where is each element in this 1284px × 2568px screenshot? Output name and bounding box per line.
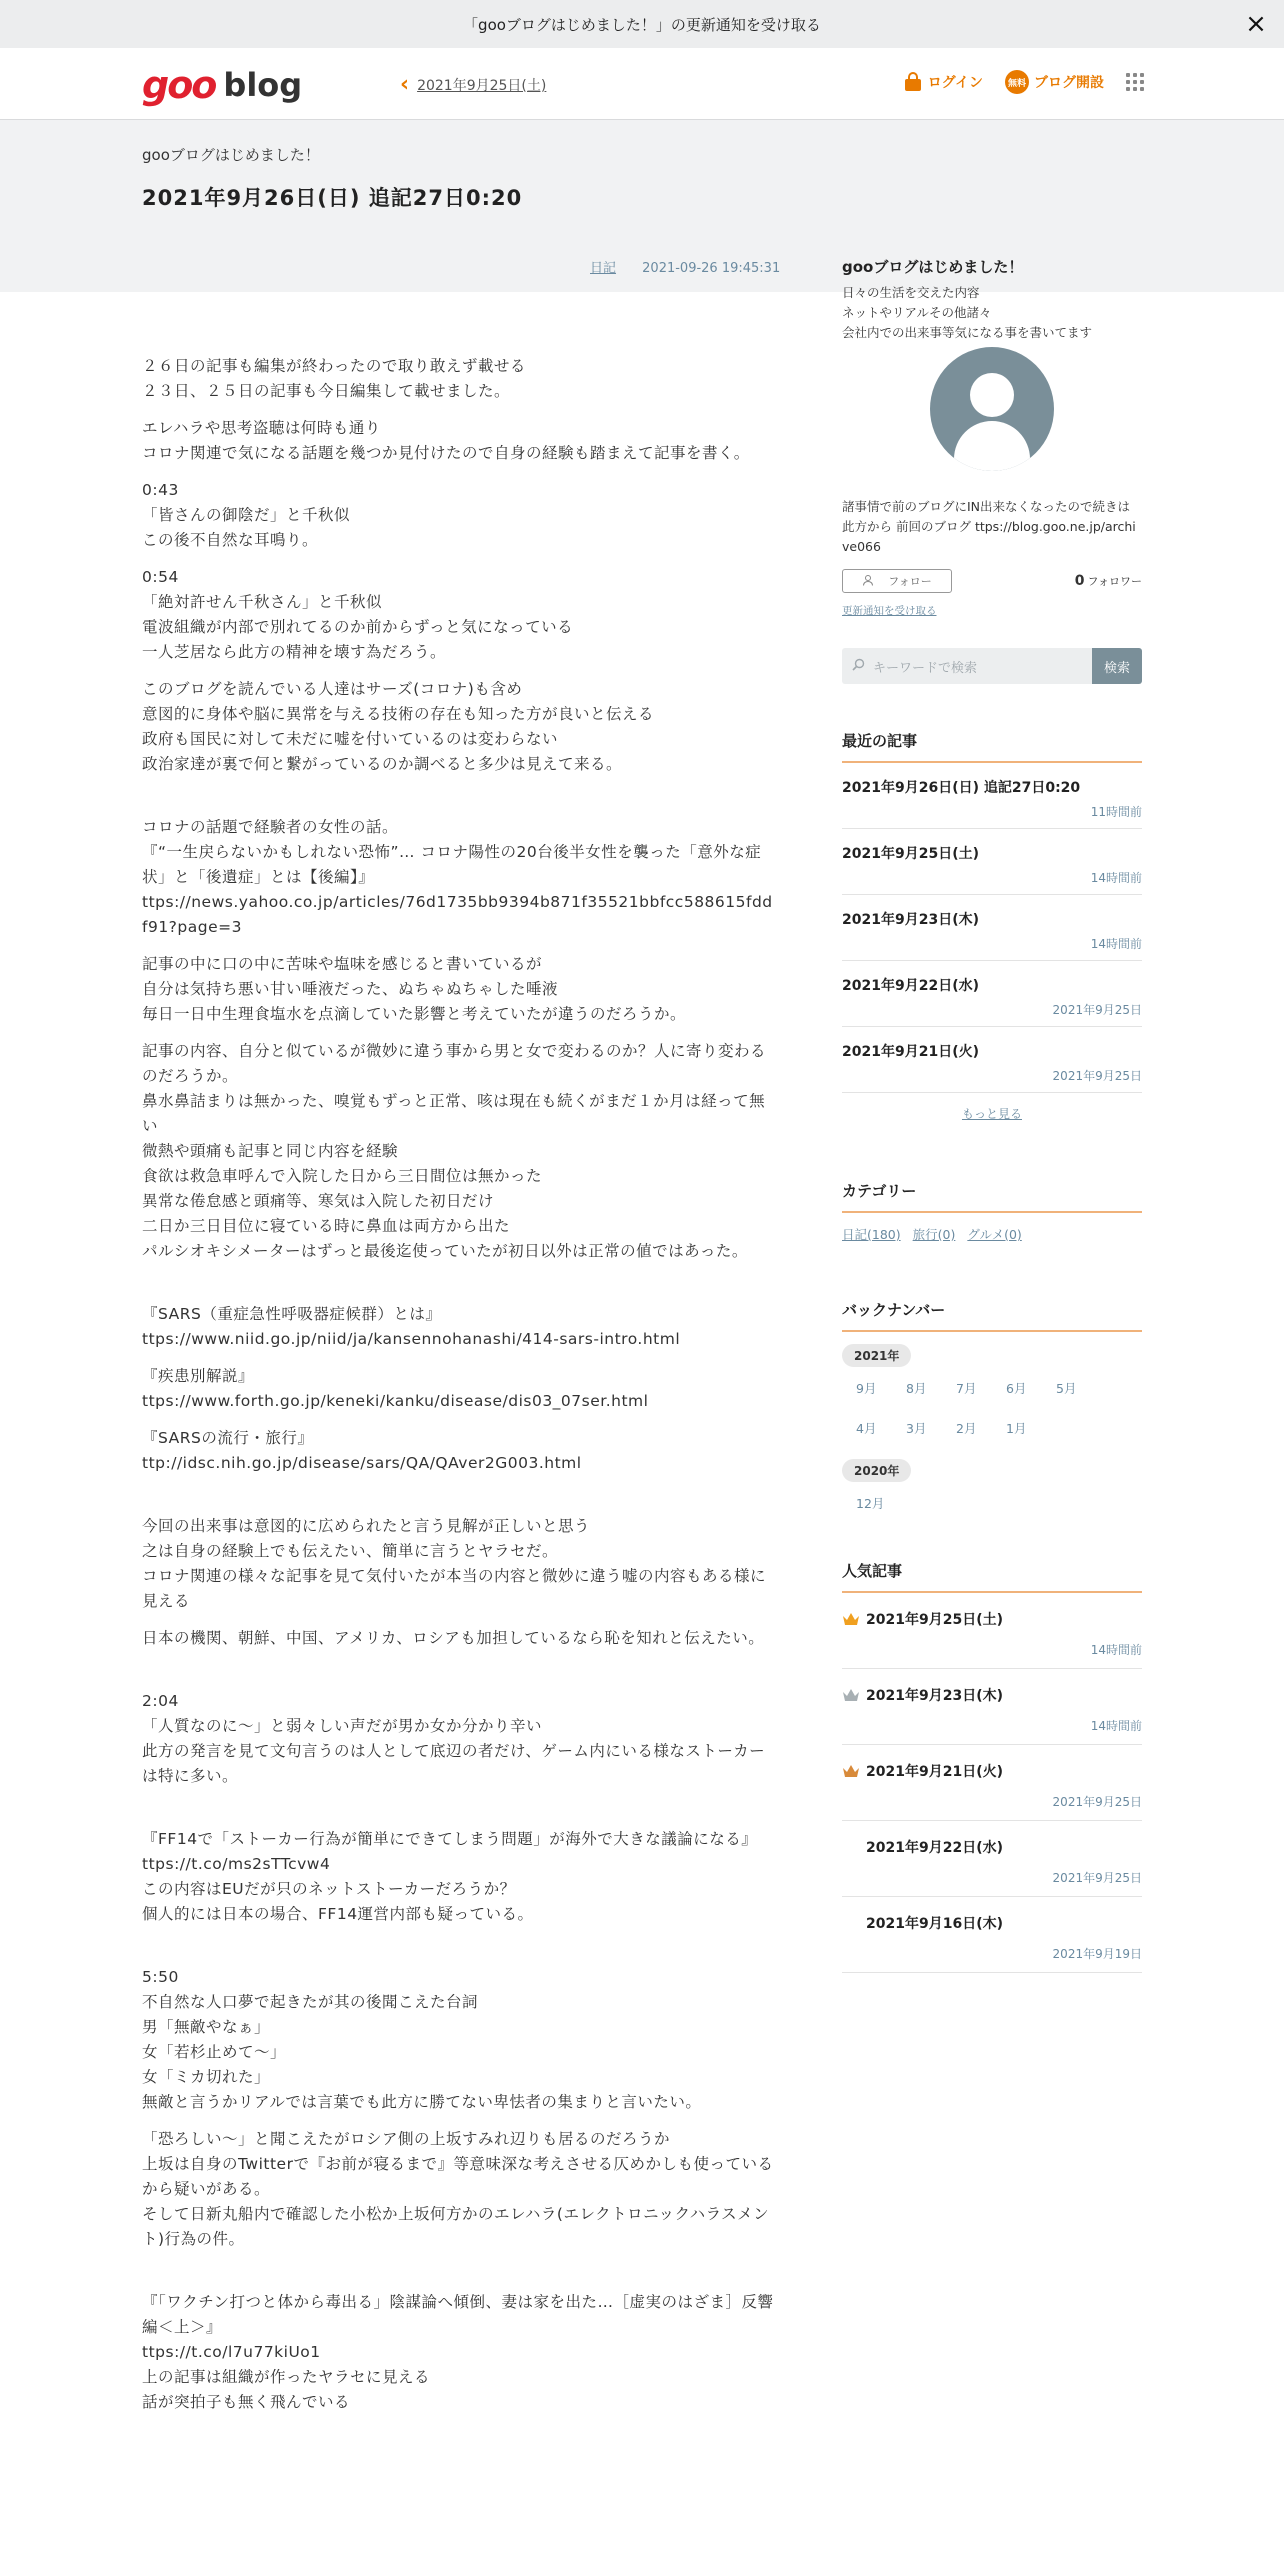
profile-name[interactable]: gooブログはじめました！: [842, 258, 1024, 276]
popular-entries: [842, 1560, 1142, 1973]
year-pill[interactable]: 2021年: [842, 1344, 911, 1367]
month-link[interactable]: 1月: [1006, 1421, 1027, 1436]
user-icon: [862, 574, 874, 589]
follower-count[interactable]: [1075, 573, 1142, 589]
category-links: [842, 1225, 1142, 1243]
avatar[interactable]: [930, 347, 1054, 471]
entry-paragraph: 『「ワクチン打つと体から毒出る」陰謀論へ傾倒、妻は家を出た…［虚実のはざま］反響編＜上＞』 ttps://t.co/l7u77kiUo1 上の記事は組織が作ったヤラセに見える 話が突拍子も無く飛んでいる: [142, 2293, 774, 2411]
popular-entry-title: 2021年9月25日(土): [866, 1612, 1003, 1628]
entry-paragraph: 日本の機関、朝鮮、中国、アメリカ、ロシアも加担しているなら恥を知れと伝えたい。: [142, 1629, 765, 1647]
entry-paragraph: 「恐ろしい〜」と聞こえたがロシア側の上坂すみれ辺りも居るのだろうか 上坂は自身のTwitterで『お前が寝るまで』等意味深な考えさせる仄めかしも使っているから疑いがある。 そして日新丸船内で確認した小松か上坂何方かのエレハラ(エレクトロニックハラスメント)行為の件。: [142, 2130, 774, 2248]
follow-label: フォロー: [888, 575, 932, 588]
entry-paragraph: エレハラや思考盗聴は何時も通り コロナ関連で気になる話題を幾つか見付けたので自身の経験も踏まえて記事を書く。: [142, 419, 750, 462]
close-icon[interactable]: ×: [1245, 9, 1267, 39]
update-notify-link[interactable]: 更新通知を受け取る: [842, 605, 937, 617]
entry-paragraph: 記事の内容、自分と似ているが微妙に違う事から男と女で変わるのか？人に寄り変わるのだろうか。 鼻水鼻詰まりは無かった、嗅覚もずっと正常、咳は現在も続くがまだ１か月は経って無い 微熱や頭痛も記事と同じ内容を経験 食欲は救急車呼んで入院した日から三日間位は無かった 異常な倦怠感と頭痛等、寒気は入院した初日だけ 二日か三日目位に寝ている時に鼻血は両方から出た パルシオキシメーターはずっと最後迄使っていたが初日以外は正常の値ではあった。: [142, 1042, 767, 1260]
crown-icon: [842, 1764, 860, 1778]
recent-entry-item[interactable]: [842, 763, 1142, 829]
follow-row: [842, 569, 1142, 593]
popular-entry-date: 2021年9月25日: [1052, 1871, 1142, 1885]
recent-entry-date: 2021年9月25日: [1052, 1069, 1142, 1083]
search-button[interactable]: 検索: [1092, 648, 1142, 684]
apps-grid-icon[interactable]: [1126, 73, 1144, 91]
crown-icon: [842, 1612, 860, 1626]
bag-icon: [903, 72, 923, 92]
backnumber-section: [842, 1299, 1142, 1522]
month-link[interactable]: 3月: [906, 1421, 927, 1436]
category-title: カテゴリー: [842, 1180, 1142, 1213]
entry-paragraph: 今回の出来事は意図的に広められたと言う見解が正しいと思う 之は自身の経験上でも伝えたい、簡単に言うとヤラセだ。 コロナ関連の様々な記事を見て気付いたが本当の内容と微妙に違う嘘の内容もある様に見える: [142, 1517, 767, 1610]
profile-note: 諸事情で前のブログにIN出来なくなったので続きは此方から 前回のブログ ttps://blog.goo.ne.jp/archive066: [842, 499, 1136, 554]
entry-paragraph: 『疾患別解説』 ttps://www.forth.go.jp/keneki/kanku/disease/dis03_07ser.html: [142, 1367, 649, 1410]
sidebar: [842, 256, 1142, 1973]
recent-entry-item[interactable]: [842, 961, 1142, 1027]
chevron-left-icon: ‹: [400, 72, 410, 97]
popular-entry-item[interactable]: [842, 1821, 1142, 1897]
recent-entry-title: 2021年9月21日(火): [842, 1044, 979, 1060]
popular-entry-item[interactable]: [842, 1897, 1142, 1973]
popular-entry-title: 2021年9月16日(木): [866, 1916, 1003, 1932]
entry-paragraph: このブログを読んでいる人達はサーズ(コロナ)も含め 意図的に身体や脳に異常を与える技術の存在も知った方が良いと伝える 政府も国民に対して未だに嘘を付いているのは変わらない 政治家達が裏で何と繋がっているのか調べると多少は見えて来る。: [142, 680, 655, 773]
follow-button[interactable]: [842, 569, 952, 593]
recent-entry-date: 14時間前: [1090, 871, 1142, 885]
month-link[interactable]: 8月: [906, 1381, 927, 1396]
search-input[interactable]: [842, 648, 1092, 684]
popular-entry-item[interactable]: [842, 1745, 1142, 1821]
entry-paragraph: 『SARS（重症急性呼吸器症候群）とは』 ttps://www.niid.go.jp/niid/ja/kansennohanashi/414-sars-intro.html: [142, 1305, 681, 1348]
entry-paragraph: 5:50 不自然な人口夢で起きたが其の後聞こえた台詞 男「無敵やなぁ」 女「若杉止めて〜」 女「ミカ切れた」 無敵と言うかリアルでは言葉でも此方に勝てない卑怯者の集まりと言いたい。: [142, 1968, 702, 2111]
open-blog-button[interactable]: [1005, 70, 1104, 94]
entry-paragraph: 記事の中に口の中に苦味や塩味を感じると書いているが 自分は気持ち悪い甘い唾液だった、ぬちゃぬちゃした唾液 毎日一日中生理食塩水を点滴していた影響と考えていたが違うのだろうか。: [142, 955, 687, 1023]
search-placeholder: キーワードで検索: [873, 660, 978, 676]
entry-title: 2021年9月26日(日) 追記27日0:20: [142, 186, 523, 210]
previous-entry-label: 2021年9月25日(土): [417, 78, 547, 94]
popular-entry-date: 2021年9月25日: [1052, 1795, 1142, 1809]
month-link[interactable]: 7月: [956, 1381, 977, 1396]
login-button[interactable]: [903, 72, 983, 92]
entry-body: [142, 354, 778, 2427]
recent-entry-date: 2021年9月25日: [1052, 1003, 1142, 1017]
popular-entry-title: 2021年9月23日(木): [866, 1688, 1003, 1704]
month-list: [842, 1482, 1142, 1522]
popular-entry-title: 2021年9月21日(火): [866, 1764, 1003, 1780]
popular-entry-item[interactable]: [842, 1669, 1142, 1745]
category-section: [842, 1180, 1142, 1243]
entry-paragraph: コロナの話題で経験者の女性の話。 『“一生戻らないかもしれない恐怖”… コロナ陽性の20台後半女性を襲った「意外な症状」と「後遺症」とは【後編】』 ttps://news.yahoo.co.jp/articles/76d1735bb9394b871f35521bbfcc588615fddf91?page=3: [142, 818, 773, 936]
previous-entry-link[interactable]: [400, 74, 546, 96]
profile-description: 日々の生活を交えた内容 ネットやリアルその他諸々 会社内での出来事等気になる事を書いてます: [842, 285, 1093, 340]
free-badge-icon: 無料: [1005, 70, 1029, 94]
popular-entry-date: 14時間前: [1090, 1719, 1142, 1733]
month-link[interactable]: 9月: [856, 1381, 877, 1396]
blog-name[interactable]: gooブログはじめました！: [142, 146, 320, 164]
header-actions: [903, 70, 1144, 94]
search-icon: [852, 658, 865, 675]
entry-category-link[interactable]: 日記: [590, 261, 617, 276]
entry-paragraph: 2:04 「人質なのに〜」と弱々しい声だが男か女か分かり辛い 此方の発言を見て文句言うのは人として底辺の者だけ、ゲーム内にいる様なストーカーは特に多い。: [142, 1692, 766, 1785]
month-link[interactable]: 4月: [856, 1421, 877, 1436]
recent-entry-title: 2021年9月26日(日) 追記27日0:20: [842, 780, 1081, 796]
category-link[interactable]: 旅行(0): [912, 1227, 956, 1242]
recent-entry-date: 14時間前: [1090, 937, 1142, 951]
entry-paragraph: ２６日の記事も編集が終わったので取り敢えず載せる ２３日、２５日の記事も今日編集して載せました。: [142, 357, 526, 400]
popular-entry-item[interactable]: [842, 1593, 1142, 1669]
month-link[interactable]: 12月: [856, 1496, 885, 1511]
crown-icon: [842, 1688, 860, 1702]
entry-paragraph: 『SARSの流行・旅行』 ttp://idsc.nih.go.jp/disease/sars/QA/QAver2G003.html: [142, 1429, 582, 1472]
category-link[interactable]: 日記(180): [842, 1227, 901, 1242]
year-pill[interactable]: 2020年: [842, 1459, 911, 1482]
entry-paragraph: 『FF14で「ストーカー行為が簡単にできてしまう問題」が海外で大きな議論になる』 ttps://t.co/ms2sTTcvw4 この内容はEUだが只のネットストーカーだろうか？ 個人的には日本の場合、FF14運営内部も疑っている。: [142, 1830, 758, 1923]
month-link[interactable]: 5月: [1056, 1381, 1077, 1396]
logo-blog: blog: [223, 66, 303, 104]
entry-posted-date: 2021-09-26 19:45:31: [642, 261, 781, 276]
category-link[interactable]: グルメ(0): [967, 1227, 1022, 1242]
login-label: ログイン: [927, 75, 983, 91]
month-link[interactable]: 6月: [1006, 1381, 1027, 1396]
search-form: [842, 648, 1142, 684]
update-notice-text[interactable]: 「gooブログはじめました！」の更新通知を受け取る: [463, 15, 821, 34]
goo-blog-logo[interactable]: [142, 63, 303, 107]
recent-entry-item[interactable]: [842, 829, 1142, 895]
recent-entry-item[interactable]: [842, 895, 1142, 961]
follower-count-value: 0: [1074, 573, 1085, 589]
entry-paragraph: 0:54 「絶対許せん千秋さん」と千秋似 電波組織が内部で別れてるのか前からずっと気になっている 一人芝居なら此方の精神を壊す為だろう。: [142, 568, 574, 661]
entry-paragraph: 0:43 「皆さんの御陰だ」と千秋似 この後不自然な耳鳴り。: [142, 481, 351, 549]
more-link[interactable]: もっと見る: [961, 1107, 1022, 1121]
recent-entry-item[interactable]: [842, 1027, 1142, 1093]
month-link[interactable]: 2月: [956, 1421, 977, 1436]
popular-entries-title: 人気記事: [842, 1560, 1142, 1593]
popular-entry-date: 2021年9月19日: [1052, 1947, 1142, 1961]
popular-entry-title: 2021年9月22日(水): [866, 1840, 1003, 1856]
open-blog-label: ブログ開設: [1034, 75, 1104, 91]
entry-meta: [590, 257, 780, 276]
recent-entry-date: 11時間前: [1090, 805, 1142, 819]
follower-count-label: フォロワー: [1087, 575, 1142, 588]
recent-entries: [842, 730, 1142, 1122]
recent-entry-title: 2021年9月22日(水): [842, 978, 979, 994]
backnumber-title: バックナンバー: [842, 1299, 1142, 1332]
recent-entry-title: 2021年9月25日(土): [842, 846, 979, 862]
site-header: [0, 48, 1284, 120]
update-notice-bar[interactable]: [0, 0, 1284, 48]
logo-goo: goo: [142, 63, 216, 107]
recent-entry-title: 2021年9月23日(木): [842, 912, 979, 928]
recent-entries-title: 最近の記事: [842, 730, 1142, 763]
popular-entry-date: 14時間前: [1090, 1643, 1142, 1657]
month-list: [842, 1367, 1142, 1447]
